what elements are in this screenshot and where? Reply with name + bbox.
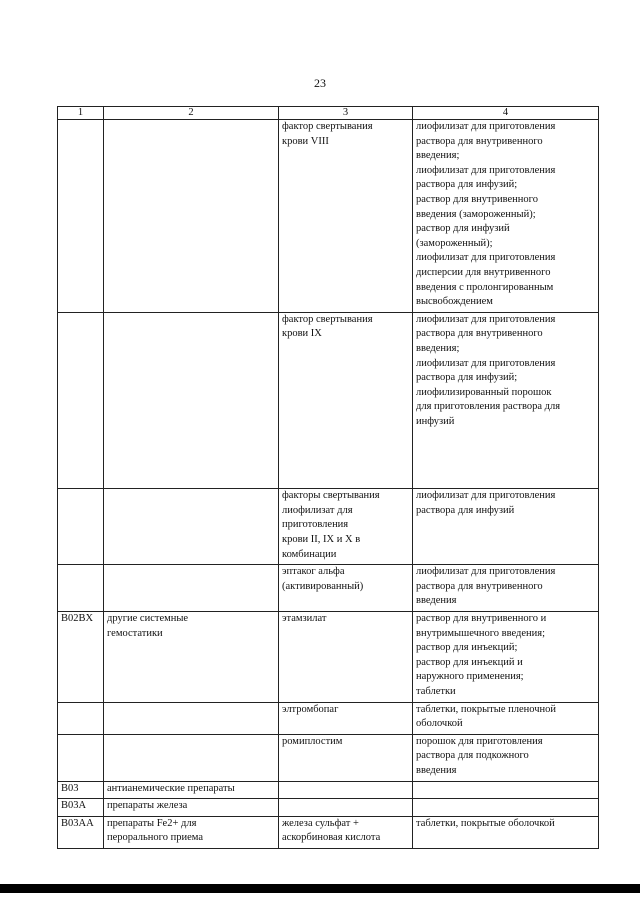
- header-col-3: 3: [279, 107, 413, 120]
- group-cell-line: препараты Fe2+ для: [107, 817, 197, 829]
- forms-cell-line: раствора для подкожного: [416, 750, 529, 762]
- medications-table: [57, 106, 599, 849]
- forms-cell-line: таблетки, покрытые оболочкой: [416, 817, 555, 829]
- code-cell: [58, 611, 104, 702]
- substance-cell-line: эптаког альфа: [282, 566, 345, 578]
- table-row: [58, 781, 599, 799]
- code-cell-text: B03: [61, 782, 79, 794]
- substance-cell: [279, 312, 413, 488]
- forms-cell: [413, 816, 599, 848]
- table-body: [58, 120, 599, 849]
- substance-cell: [279, 799, 413, 817]
- substance-cell-line: железа сульфат +: [282, 817, 359, 829]
- header-col-4: 4: [413, 107, 599, 120]
- forms-cell-line: введения с пролонгированным: [416, 281, 554, 293]
- forms-cell-line: введения: [416, 595, 457, 607]
- forms-cell: [413, 120, 599, 313]
- forms-cell-line: высвобождением: [416, 296, 493, 308]
- group-cell-line: препараты железа: [107, 800, 188, 812]
- table-row: [58, 702, 599, 734]
- code-cell: [58, 489, 104, 565]
- table-row: [58, 565, 599, 612]
- substance-cell-line: фактор свертывания: [282, 313, 373, 325]
- forms-cell-line: раствор для инфузий: [416, 223, 510, 235]
- group-cell: [104, 120, 279, 313]
- substance-cell: [279, 611, 413, 702]
- forms-cell: [413, 781, 599, 799]
- scan-edge-bar: [0, 884, 640, 893]
- forms-cell-line: раствора для внутривенного: [416, 328, 543, 340]
- forms-cell: [413, 489, 599, 565]
- header-col-2: 2: [104, 107, 279, 120]
- substance-cell-line: факторы свертывания: [282, 490, 380, 502]
- forms-cell-line: раствора для внутривенного: [416, 135, 543, 147]
- forms-cell-line: порошок для приготовления: [416, 735, 543, 747]
- code-cell: [58, 120, 104, 313]
- table-row: [58, 734, 599, 781]
- code-cell: [58, 312, 104, 488]
- code-cell: [58, 565, 104, 612]
- substance-cell: [279, 120, 413, 313]
- substance-cell-line: ромиплостим: [282, 735, 343, 747]
- substance-cell-line: (активированный): [282, 580, 364, 592]
- substance-cell: [279, 734, 413, 781]
- substance-cell: [279, 816, 413, 848]
- forms-cell-line: раствора для внутривенного: [416, 580, 543, 592]
- group-cell: [104, 734, 279, 781]
- substance-cell-line: комбинации: [282, 548, 337, 560]
- forms-cell-line: раствора для инфузий;: [416, 372, 518, 384]
- group-cell: [104, 799, 279, 817]
- forms-cell: [413, 799, 599, 817]
- forms-cell-line: таблетки, покрытые пленочной: [416, 703, 557, 715]
- code-cell-text: B02BX: [61, 612, 94, 624]
- forms-cell-line: наружного применения;: [416, 671, 524, 683]
- forms-cell-line: лиофилизированный порошок: [416, 386, 552, 398]
- substance-cell-line: этамзилат: [282, 612, 327, 624]
- table-row: [58, 816, 599, 848]
- group-cell: [104, 816, 279, 848]
- forms-cell: [413, 702, 599, 734]
- forms-cell-line: раствор для инъекций и: [416, 656, 523, 668]
- forms-cell: [413, 734, 599, 781]
- forms-cell-line: введения: [416, 764, 457, 776]
- substance-cell: [279, 489, 413, 565]
- forms-cell-line: лиофилизат для приготовления: [416, 121, 556, 132]
- table-row: [58, 312, 599, 488]
- group-cell-line: другие системные: [107, 612, 189, 624]
- substance-cell-line: крови IX: [282, 328, 322, 340]
- page-number: 23: [314, 76, 326, 90]
- forms-cell-line: лиофилизат для приготовления: [416, 357, 556, 369]
- forms-cell-line: раствор для инъекций;: [416, 642, 518, 654]
- forms-cell-line: оболочкой: [416, 718, 463, 730]
- forms-cell: [413, 565, 599, 612]
- forms-cell-line: лиофилизат для приготовления: [416, 313, 556, 325]
- code-cell: [58, 702, 104, 734]
- table-row: [58, 611, 599, 702]
- forms-cell-line: таблетки: [416, 685, 456, 697]
- group-cell-line: гемостатики: [107, 627, 163, 639]
- substance-cell: [279, 781, 413, 799]
- forms-cell-line: раствора для инфузий;: [416, 179, 518, 191]
- group-cell-line: антианемические препараты: [107, 782, 235, 794]
- forms-cell-line: лиофилизат для приготовления: [416, 566, 556, 578]
- substance-cell-line: крови II, IX и X в: [282, 533, 361, 545]
- code-cell: [58, 816, 104, 848]
- forms-cell-line: лиофилизат для приготовления: [416, 164, 556, 176]
- substance-cell-line: элтромбопаг: [282, 703, 339, 715]
- group-cell: [104, 781, 279, 799]
- forms-cell-line: введения;: [416, 342, 460, 354]
- code-cell: [58, 734, 104, 781]
- code-cell: [58, 799, 104, 817]
- table-row: [58, 489, 599, 565]
- substance-cell-line: лиофилизат для: [282, 504, 353, 516]
- forms-cell-line: инфузий: [416, 415, 455, 427]
- forms-cell-line: для приготовления раствора для: [416, 401, 561, 413]
- forms-cell: [413, 312, 599, 488]
- group-cell: [104, 489, 279, 565]
- code-cell: [58, 781, 104, 799]
- code-cell-text: B03A: [61, 800, 87, 812]
- code-cell-text: B03AA: [61, 817, 94, 829]
- forms-cell-line: раствор для внутривенного: [416, 193, 538, 205]
- forms-cell-line: дисперсии для внутривенного: [416, 266, 551, 278]
- group-cell: [104, 565, 279, 612]
- forms-cell-line: лиофилизат для приготовления: [416, 252, 556, 264]
- forms-cell-line: внутримышечного введения;: [416, 627, 546, 639]
- substance-cell-line: крови VIII: [282, 135, 329, 147]
- table-row: [58, 799, 599, 817]
- forms-cell-line: раствор для внутривенного и: [416, 612, 547, 624]
- forms-cell-line: введения (замороженный);: [416, 208, 536, 220]
- group-cell-line: перорального приема: [107, 832, 203, 844]
- forms-cell-line: введения;: [416, 150, 460, 162]
- substance-cell: [279, 565, 413, 612]
- header-row: [58, 107, 599, 120]
- substance-cell: [279, 702, 413, 734]
- group-cell: [104, 312, 279, 488]
- substance-cell-line: аскорбиновая кислота: [282, 832, 381, 844]
- table-row: [58, 120, 599, 313]
- substance-cell-line: приготовления: [282, 519, 349, 531]
- forms-cell-line: лиофилизат для приготовления: [416, 490, 556, 502]
- forms-cell: [413, 611, 599, 702]
- forms-cell-line: раствора для инфузий: [416, 504, 515, 516]
- group-cell: [104, 702, 279, 734]
- group-cell: [104, 611, 279, 702]
- header-col-1: 1: [58, 107, 104, 120]
- substance-cell-line: фактор свертывания: [282, 121, 373, 132]
- forms-cell-line: (замороженный);: [416, 237, 493, 249]
